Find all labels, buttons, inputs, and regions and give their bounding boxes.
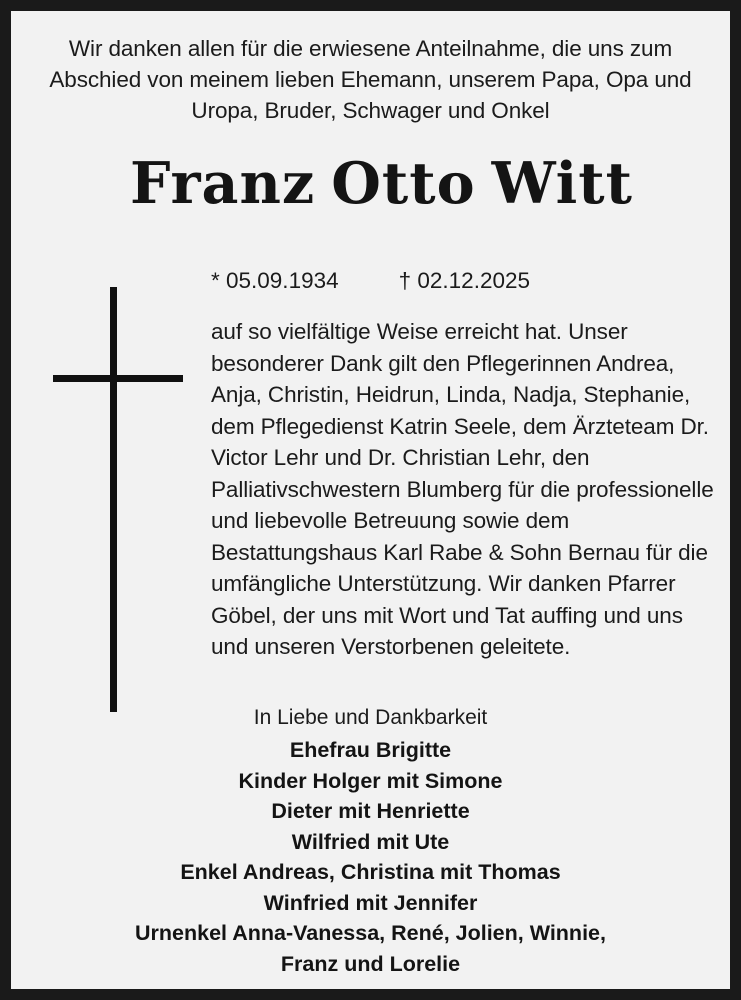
cross-horizontal-bar bbox=[53, 375, 183, 382]
family-member-line: Kinder Holger mit Simone bbox=[238, 768, 503, 793]
deceased-name bbox=[11, 151, 741, 217]
birth-date: * 05.09.1934 bbox=[211, 268, 339, 293]
death-date: † 02.12.2025 bbox=[398, 268, 530, 293]
closing-line: In Liebe und Dankbarkeit bbox=[253, 706, 488, 729]
intro-text: Wir danken allen für die erwiesene Anteilnahme, die uns zum Abschied von meinem lieben Ehemann, unserem Papa, Opa und Uropa, Bruder, Schwager und Onkel bbox=[49, 36, 692, 123]
family-list bbox=[37, 735, 704, 979]
family-member-line: Wilfried mit Ute bbox=[291, 829, 450, 854]
notice-inner bbox=[11, 11, 730, 989]
name-last: Witt bbox=[491, 150, 633, 217]
life-dates bbox=[211, 266, 711, 296]
family-member-line: Ehefrau Brigitte bbox=[289, 738, 452, 762]
family-member-line: Urnenkel Anna-Vanessa, René, Jolien, Winnie, bbox=[135, 921, 606, 945]
name-middle: Otto bbox=[331, 150, 476, 217]
family-member-line: Dieter mit Henriette bbox=[271, 799, 470, 823]
family-member-line: Winfried mit Jennifer bbox=[263, 890, 478, 915]
cross-icon bbox=[53, 287, 183, 712]
family-member-line: Franz und Lorelie bbox=[280, 951, 461, 976]
family-member-line: Enkel Andreas, Christina mit Thomas bbox=[180, 860, 561, 884]
name-first: Franz bbox=[130, 150, 316, 217]
body-text: auf so vielfältige Weise erreicht hat. Unser besonderer Dank gilt den Pflegerinnen Andrea, Anja, Christin, Heidrun, Linda, Nadja, Stephanie, dem Pflegedienst Katrin Seele, dem Ärzteteam Dr. Victor Lehr und Dr. Christian Lehr, den Palliativschwestern Blumberg für die professionelle und liebevolle Betreuung sowie dem Bestattungshaus Karl Rabe & Sohn Bernau für die umfängliche Unterstützung. Wir danken Pfarrer Göbel, der uns mit Wort und Tat auffing und uns und unseren Verstorbenen geleitete. bbox=[211, 319, 714, 659]
cross-vertical-bar bbox=[110, 287, 117, 712]
